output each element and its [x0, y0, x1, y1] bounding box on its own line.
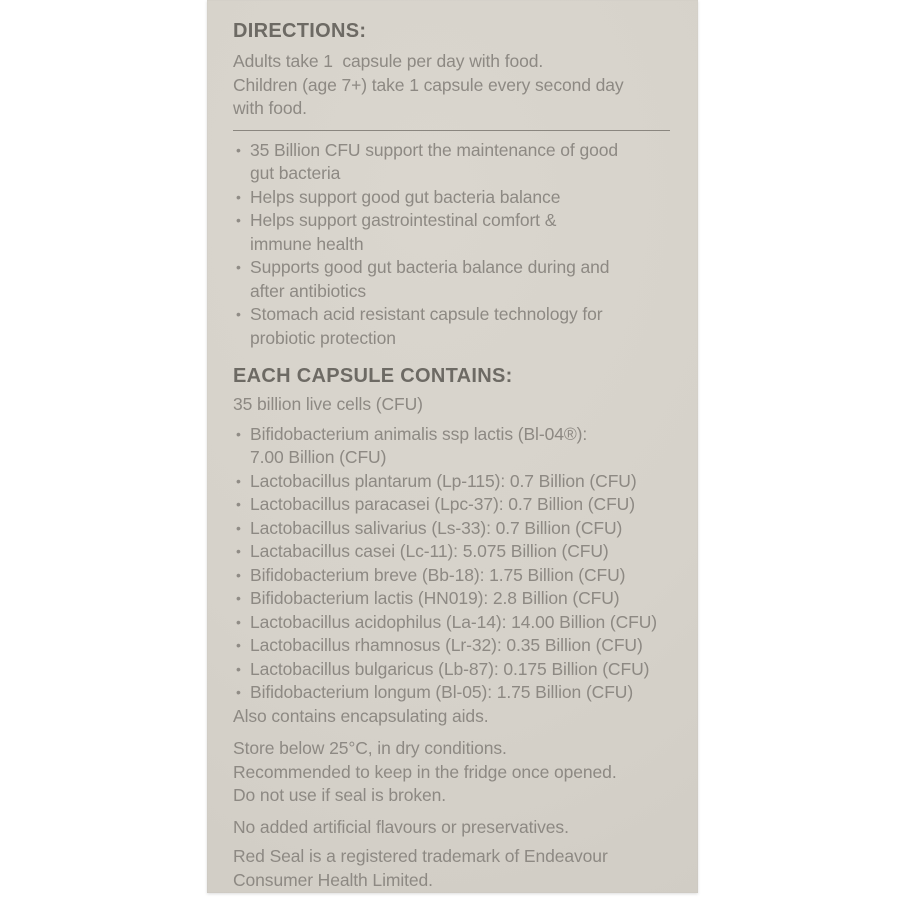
storage-line: Recommended to keep in the fridge once opened.: [233, 761, 617, 782]
ingredients-list: [233, 423, 674, 705]
bullet-icon: •: [236, 684, 241, 700]
bullet-icon: [233, 233, 250, 257]
benefit-row: [233, 209, 674, 233]
benefits-list: [233, 139, 674, 351]
bullet-icon: •: [236, 496, 241, 512]
contains-heading: EACH CAPSULE CONTAINS:: [233, 365, 513, 387]
benefit-row: [233, 303, 674, 327]
bullet-icon: •: [236, 519, 241, 536]
benefit-text: Helps support gastrointestinal comfort &: [250, 210, 557, 230]
benefit-row: [233, 233, 674, 257]
bullet-icon: •: [236, 188, 241, 205]
ingredient-row: [233, 446, 674, 470]
ingredient-row: [233, 493, 674, 517]
ingredient-row: [233, 658, 674, 682]
ingredient-text: Lactobacillus plantarum (Lp-115): 0.7 Billion (CFU): [250, 470, 637, 491]
benefit-text: Stomach acid resistant capsule technology for: [250, 304, 603, 324]
bullet-icon: •: [236, 660, 241, 677]
benefit-row: [233, 327, 674, 351]
benefit-text: immune health: [250, 233, 364, 254]
directions-text: [233, 50, 674, 121]
bullet-icon: •: [236, 590, 241, 606]
ingredient-text: Lactobacillus salivarius (Ls-33): 0.7 Billion (CFU): [250, 517, 623, 538]
ingredient-text: 7.00 Billion (CFU): [250, 447, 387, 467]
directions-heading: DIRECTIONS:: [233, 20, 367, 42]
bullet-icon: [233, 446, 250, 470]
ingredient-row: [233, 540, 674, 564]
contains-intro: 35 billion live cells (CFU): [233, 394, 423, 414]
ingredient-row: [233, 517, 674, 541]
ingredient-row: [233, 587, 674, 611]
label-content: [207, 0, 698, 892]
ingredient-text: Bifidobacterium breve (Bb-18): 1.75 Billion (CFU): [250, 564, 626, 585]
benefit-row: [233, 186, 674, 210]
directions-line: Adults take 1 capsule per day with food.: [233, 51, 544, 71]
benefit-row: [233, 162, 674, 186]
benefit-text: 35 Billion CFU support the maintenance of good: [250, 139, 618, 160]
bullet-icon: •: [236, 613, 241, 630]
ingredient-text: Bifidobacterium longum (Bl-05): 1.75 Billion (CFU): [250, 682, 634, 702]
trademark-line: Consumer Health Limited.: [233, 869, 433, 890]
storage-text: [233, 737, 674, 808]
ingredient-row: [233, 634, 674, 658]
bullet-icon: [233, 162, 250, 186]
benefit-text: Helps support good gut bacteria balance: [250, 186, 561, 207]
storage-line: Do not use if seal is broken.: [233, 785, 447, 805]
ingredient-text: Lactobacillus rhamnosus (Lr-32): 0.35 Billion (CFU): [250, 635, 643, 655]
benefit-text: after antibiotics: [250, 280, 366, 301]
storage-line: Store below 25°C, in dry conditions.: [233, 738, 507, 758]
bullet-icon: •: [236, 212, 241, 228]
benefit-text: Supports good gut bacteria balance during and: [250, 257, 610, 277]
ingredient-row: [233, 611, 674, 635]
ingredient-text: Bifidobacterium animalis ssp lactis (Bl-04®):: [250, 423, 588, 444]
ingredient-row: [233, 681, 674, 705]
bullet-icon: •: [236, 259, 241, 275]
ingredient-text: Lactobacillus bulgaricus (Lb-87): 0.175 Billion (CFU): [250, 658, 650, 679]
ingredient-row: [233, 564, 674, 588]
bullet-icon: •: [236, 141, 241, 158]
bullet-icon: •: [236, 637, 241, 653]
benefit-text: probiotic protection: [250, 327, 396, 348]
bullet-icon: •: [236, 425, 241, 442]
contains-note: Also contains encapsulating aids.: [233, 705, 489, 726]
benefit-row: [233, 280, 674, 304]
claims-text: No added artificial flavours or preservatives.: [233, 816, 569, 837]
directions-line: Children (age 7+) take 1 capsule every second day: [233, 74, 624, 95]
ingredient-text: Lactabacillus casei (Lc-11): 5.075 Billion (CFU): [250, 541, 609, 561]
bullet-icon: [233, 280, 250, 304]
ingredient-text: Lactobacillus paracasei (Lpc-37): 0.7 Billion (CFU): [250, 494, 635, 514]
ingredient-row: [233, 470, 674, 494]
bullet-icon: [233, 327, 250, 351]
bullet-icon: •: [236, 566, 241, 583]
benefit-row: [233, 256, 674, 280]
ingredient-text: Lactobacillus acidophilus (La-14): 14.00 Billion (CFU): [250, 611, 658, 632]
ingredient-row: [233, 423, 674, 447]
trademark-text: [233, 845, 674, 892]
directions-line: with food.: [233, 98, 307, 118]
bullet-icon: •: [236, 306, 241, 322]
bullet-icon: •: [236, 472, 241, 489]
trademark-line: Red Seal is a registered trademark of Endeavour: [233, 846, 608, 866]
benefit-text: gut bacteria: [250, 163, 341, 183]
bullet-icon: •: [236, 543, 241, 559]
package-back-panel: [207, 0, 698, 893]
benefit-row: [233, 139, 674, 163]
divider-rule: [233, 130, 670, 131]
ingredient-text: Bifidobacterium lactis (HN019): 2.8 Billion (CFU): [250, 588, 620, 608]
